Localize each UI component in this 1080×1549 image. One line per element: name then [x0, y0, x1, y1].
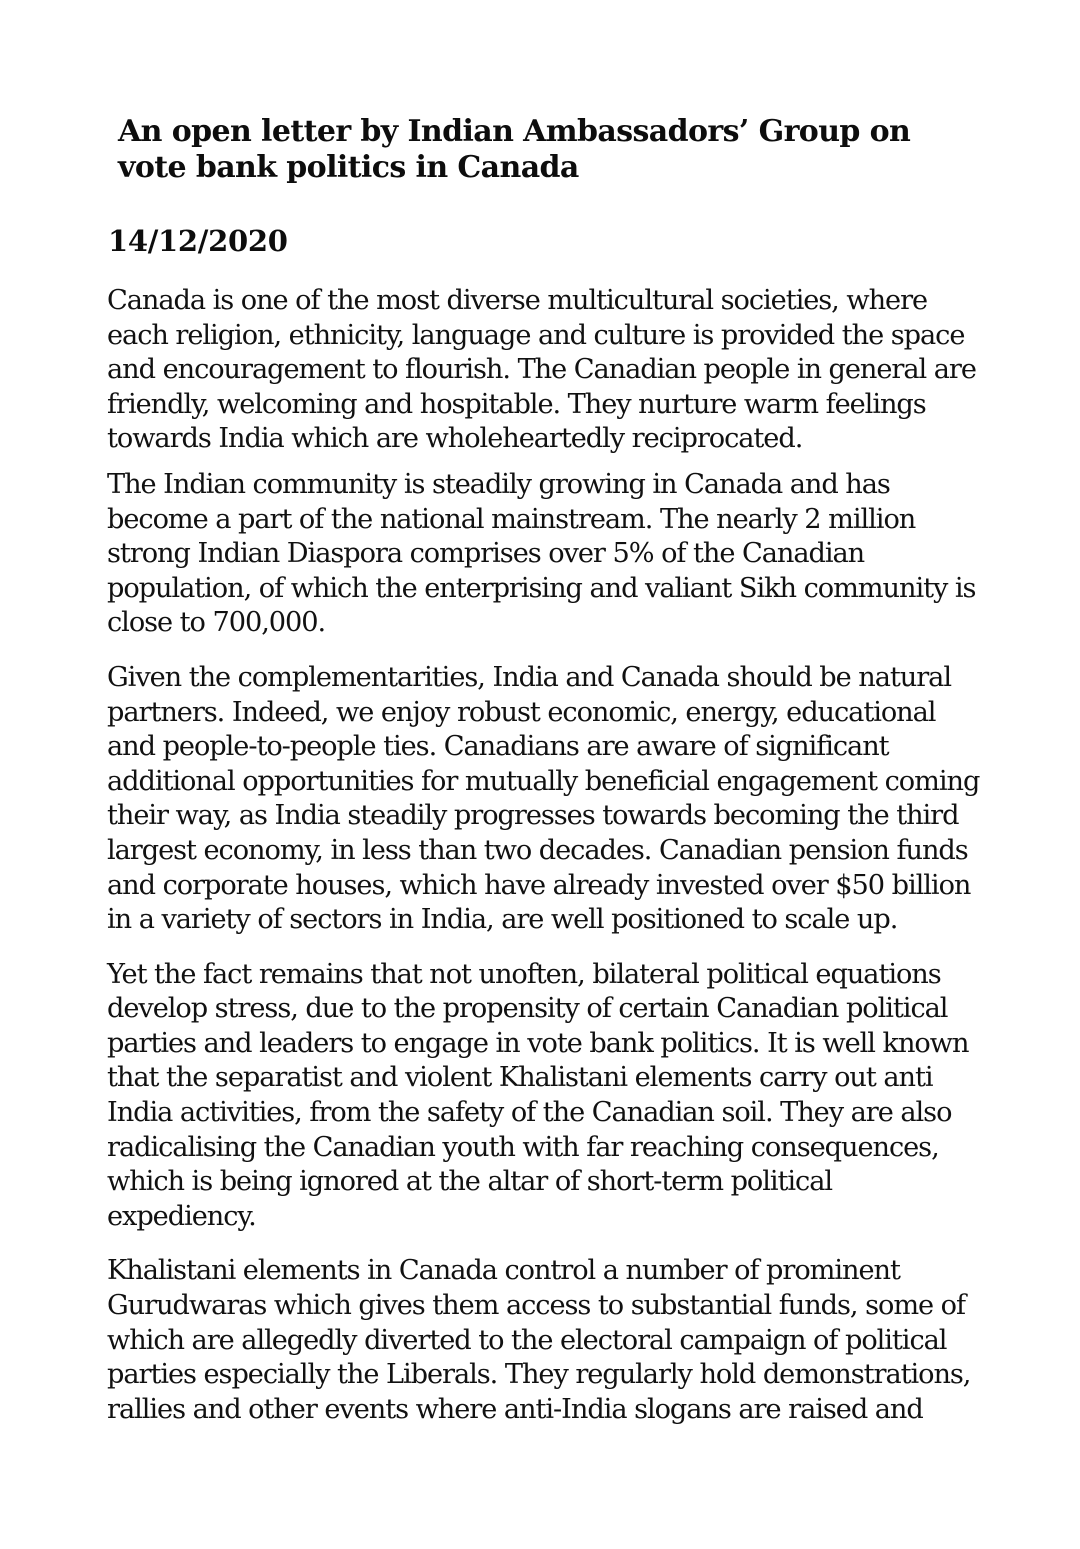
text-line: become a part of the national mainstream. The nearly 2 million [107, 503, 916, 535]
letter-body [107, 284, 1037, 1438]
letter-date: 14/12/2020 [108, 224, 288, 258]
paragraph-2 [107, 468, 1037, 641]
text-line: Yet the fact remains that not unoften, bilateral political equations [107, 958, 941, 990]
text-line: and corporate houses, which have already invested over $50 billion [107, 869, 971, 901]
text-line: population, of which the enterprising and valiant Sikh community is [107, 572, 976, 604]
text-line: close to 700,000. [107, 607, 326, 639]
title-line: An open letter by Indian Ambassadors’ Group on [118, 114, 911, 149]
text-line: The Indian community is steadily growing in Canada and has [107, 468, 890, 500]
text-line: their way, as India steadily progresses towards becoming the third [107, 800, 959, 832]
text-line: that the separatist and violent Khalistani elements carry out anti [107, 1062, 933, 1094]
text-line: Given the complementarities, India and Canada should be natural [107, 661, 951, 693]
text-line: and people-to-people ties. Canadians are aware of significant [107, 731, 889, 763]
text-line: in a variety of sectors in India, are well positioned to scale up. [107, 904, 898, 936]
paragraph-5 [107, 1254, 1037, 1427]
text-line: develop stress, due to the propensity of certain Canadian political [107, 993, 948, 1025]
text-line: parties especially the Liberals. They regularly hold demonstrations, [107, 1359, 971, 1391]
paragraph-3 [107, 661, 1037, 938]
text-line: Canada is one of the most diverse multicultural societies, where [107, 285, 928, 316]
text-line: which is being ignored at the altar of short-term political [107, 1166, 833, 1198]
text-line: partners. Indeed, we enjoy robust economic, energy, educational [107, 696, 936, 728]
text-line: Gurudwaras which gives them access to substantial funds, some of [107, 1290, 966, 1322]
text-line: radicalising the Canadian youth with far reaching consequences, [107, 1131, 939, 1163]
paragraph-4 [107, 958, 1037, 1235]
paragraph-1 [107, 284, 1037, 457]
text-line: towards India which are wholeheartedly reciprocated. [107, 423, 803, 455]
letter-title [118, 114, 1018, 186]
title-line: vote bank politics in Canada [118, 150, 579, 185]
text-line: each religion, ethnicity, language and culture is provided the space [107, 319, 965, 351]
text-line: strong Indian Diaspora comprises over 5% of the Canadian [107, 538, 865, 570]
text-line: additional opportunities for mutually beneficial engagement coming [107, 765, 980, 797]
text-line: parties and leaders to engage in vote bank politics. It is well known [107, 1027, 969, 1059]
text-line: expediency. [107, 1200, 256, 1232]
text-line: which are allegedly diverted to the electoral campaign of political [107, 1324, 947, 1356]
text-line: Khalistani elements in Canada control a number of prominent [107, 1255, 900, 1287]
text-line: rallies and other events where anti-India slogans are raised and [107, 1393, 923, 1425]
text-line: friendly, welcoming and hospitable. They nurture warm feelings [107, 388, 926, 420]
text-line: and encouragement to flourish. The Canadian people in general are [107, 354, 976, 386]
text-line: largest economy, in less than two decades. Canadian pension funds [107, 834, 968, 866]
text-line: India activities, from the safety of the Canadian soil. They are also [107, 1097, 952, 1129]
